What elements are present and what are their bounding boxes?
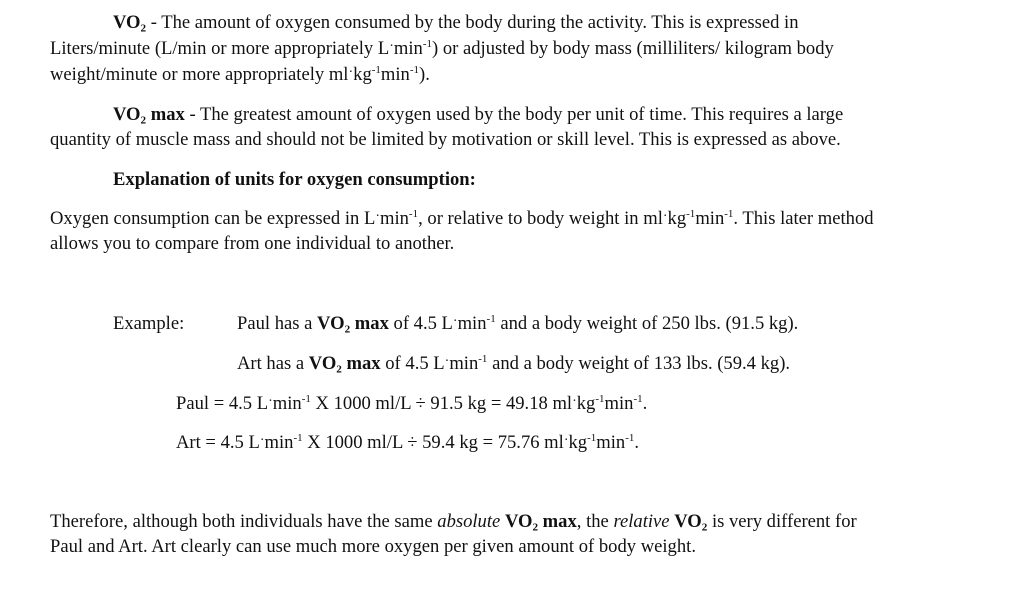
vo2-definition-line-3: weight/minute or more appropriately $ml^\cdot kg^{-1}\min^{-1}$). <box>50 64 430 85</box>
vo2max-definition-line-1: VO₂ max - The greatest amount of oxygen used by the body per unit of time. This requires a large <box>113 104 844 125</box>
conclusion-line-2: Paul and Art. Art clearly can use much more oxygen per given amount of body weight. <box>50 536 696 557</box>
units-heading: Explanation of units for oxygen consumption: <box>113 169 476 190</box>
calculation-art: Art = 4.5 $L^\cdot\min^{-1}$ X 1000 ml/L ÷ 59.4 kg = 75.76 $ml^\cdot kg^{-1}\min^{-1}$. <box>176 432 640 453</box>
conclusion-line-1: Therefore, although both individuals have the same absolute VO₂ max, the relative VO₂ is very different for <box>50 511 857 532</box>
units-paragraph-line-2: allows you to compare from one individual to another. <box>50 233 455 254</box>
vo2max-term: VO₂ max <box>504 511 577 532</box>
vo2max-definition-line-2: quantity of muscle mass and should not be limited by motivation or skill level. This is expressed as above. <box>50 129 841 150</box>
vo2max-term: VO₂ max <box>113 104 185 125</box>
vo2-term: VO₂ <box>674 511 708 532</box>
vo2-definition-text: The amount of oxygen consumed by the body during the activity. This is expressed in <box>161 12 799 33</box>
units-paragraph-line-1: Oxygen consumption can be expressed in $L^\cdot\min^{-1}$, or relative to body weight in $ml^\cdot kg^{-1}\min^{-1}$. This later method <box>50 208 874 229</box>
vo2-definition-line-1: VO₂ - The amount of oxygen consumed by the body during the activity. This is expressed in <box>113 12 799 33</box>
vo2max-term: VO₂ max <box>308 353 381 374</box>
example-label: Example: <box>113 313 185 334</box>
calculation-paul: Paul = 4.5 $L^\cdot\min^{-1}$ X 1000 ml/L ÷ 91.5 kg = 49.18 $ml^\cdot kg^{-1}\min^{-1}$. <box>176 393 648 414</box>
vo2-definition-line-2: Liters/minute (L/min or more appropriately $L^\cdot\min^{-1}$) or adjusted by body mass (milliliters/ kilogram body <box>50 38 834 59</box>
vo2max-term: VO₂ max <box>317 313 389 334</box>
example-paul: Paul has a VO₂ max of 4.5 $L^\cdot\min^{-1}$ and a body weight of 250 lbs. (91.5 kg). <box>237 313 799 334</box>
vo2-term: VO₂ <box>113 12 147 33</box>
example-art: Art has a VO₂ max of 4.5 $L^\cdot\min^{-1}$ and a body weight of 133 lbs. (59.4 kg). <box>237 353 791 374</box>
